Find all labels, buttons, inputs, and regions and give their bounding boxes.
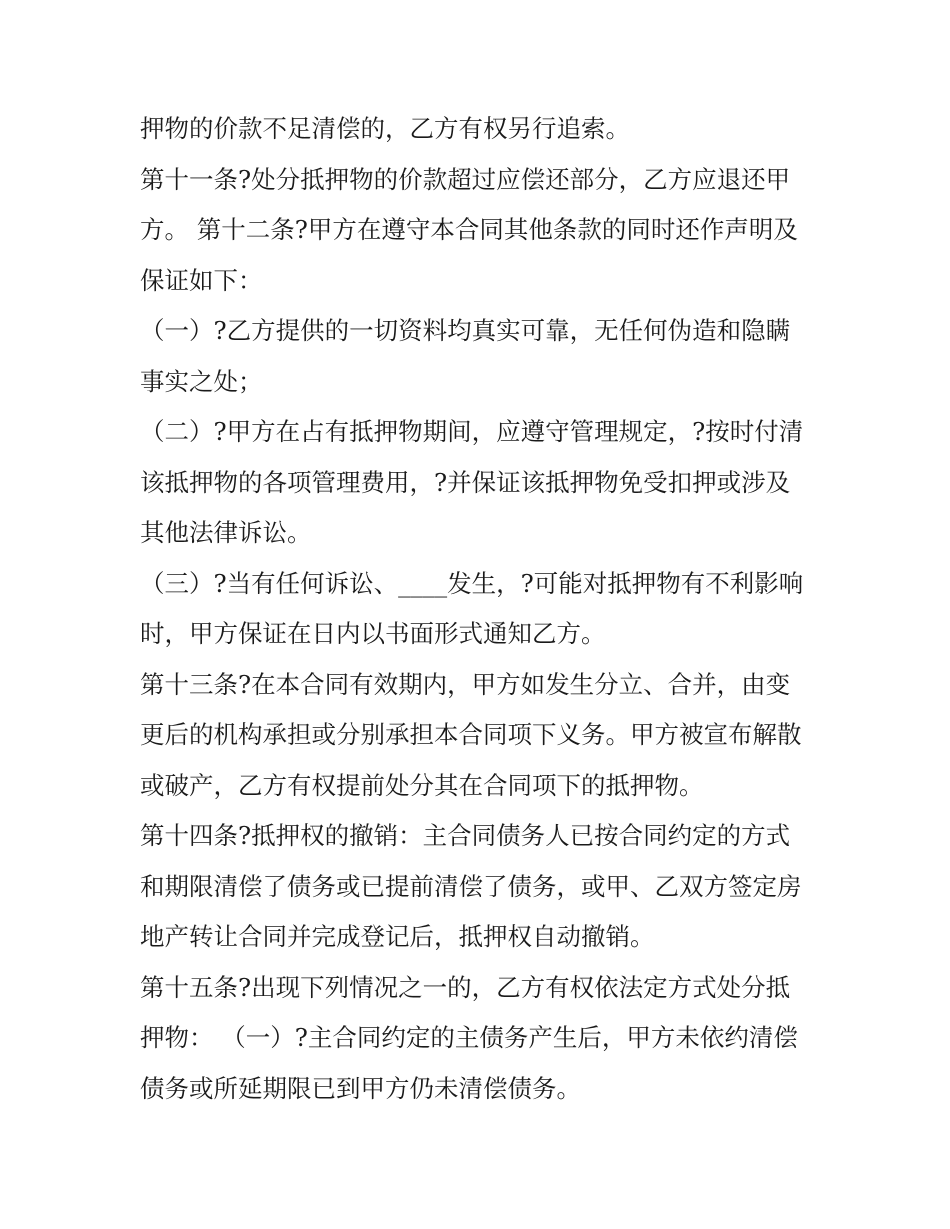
text-line: 和期限清偿了债务或已提前清偿了债务，或甲、乙双方签定房 xyxy=(140,871,802,901)
text-line: （一）?乙方提供的一切资料均真实可靠，无任何伪造和隐瞒 xyxy=(140,316,791,345)
text-line: 方。 第十二条?甲方在遵守本合同其他条款的同时还作声明及 xyxy=(140,215,798,244)
text-line: 第十五条?出现下列情况之一的，乙方有权依法定方式处分抵 xyxy=(140,972,791,1002)
text-line: 第十四条?抵押权的撤销：主合同债务人已按合同约定的方式 xyxy=(140,821,791,850)
text-line: 债务或所延期限已到甲方仍未清偿债务。 xyxy=(140,1073,581,1103)
text-line: 事实之处； xyxy=(140,366,263,396)
text-line: 时，甲方保证在日内以书面形式通知乙方。 xyxy=(140,619,606,648)
text-line: （三）?当有任何诉讼、____发生，?可能对抵押物有不利影响 xyxy=(140,568,804,598)
text-line: 或破产，乙方有权提前处分其在合同项下的抵押物。 xyxy=(140,770,704,800)
text-line: 保证如下： xyxy=(140,265,263,295)
text-line: 地产转让合同并完成登记后，抵押权自动撤销。 xyxy=(140,922,655,951)
text-line: 其他法律诉讼。 xyxy=(140,518,312,547)
text-line: 押物的价款不足清偿的，乙方有权另行追索。 xyxy=(140,114,630,143)
document-body xyxy=(140,104,830,1114)
text-line: 更后的机构承担或分别承担本合同项下义务。甲方被宣布解散 xyxy=(140,720,802,749)
text-line: 该抵押物的各项管理费用，?并保证该抵押物免受扣押或涉及 xyxy=(140,467,791,497)
text-line: 押物： （一）?主合同约定的主债务产生后，甲方未依约清偿 xyxy=(140,1023,798,1052)
text-line: 第十一条?处分抵押物的价款超过应偿还部分，乙方应退还甲 xyxy=(140,164,791,194)
text-line: 第十三条?在本合同有效期内，甲方如发生分立、合并，由变 xyxy=(140,669,791,699)
text-line: （二）?甲方在占有抵押物期间，应遵守管理规定，?按时付清 xyxy=(140,417,804,446)
